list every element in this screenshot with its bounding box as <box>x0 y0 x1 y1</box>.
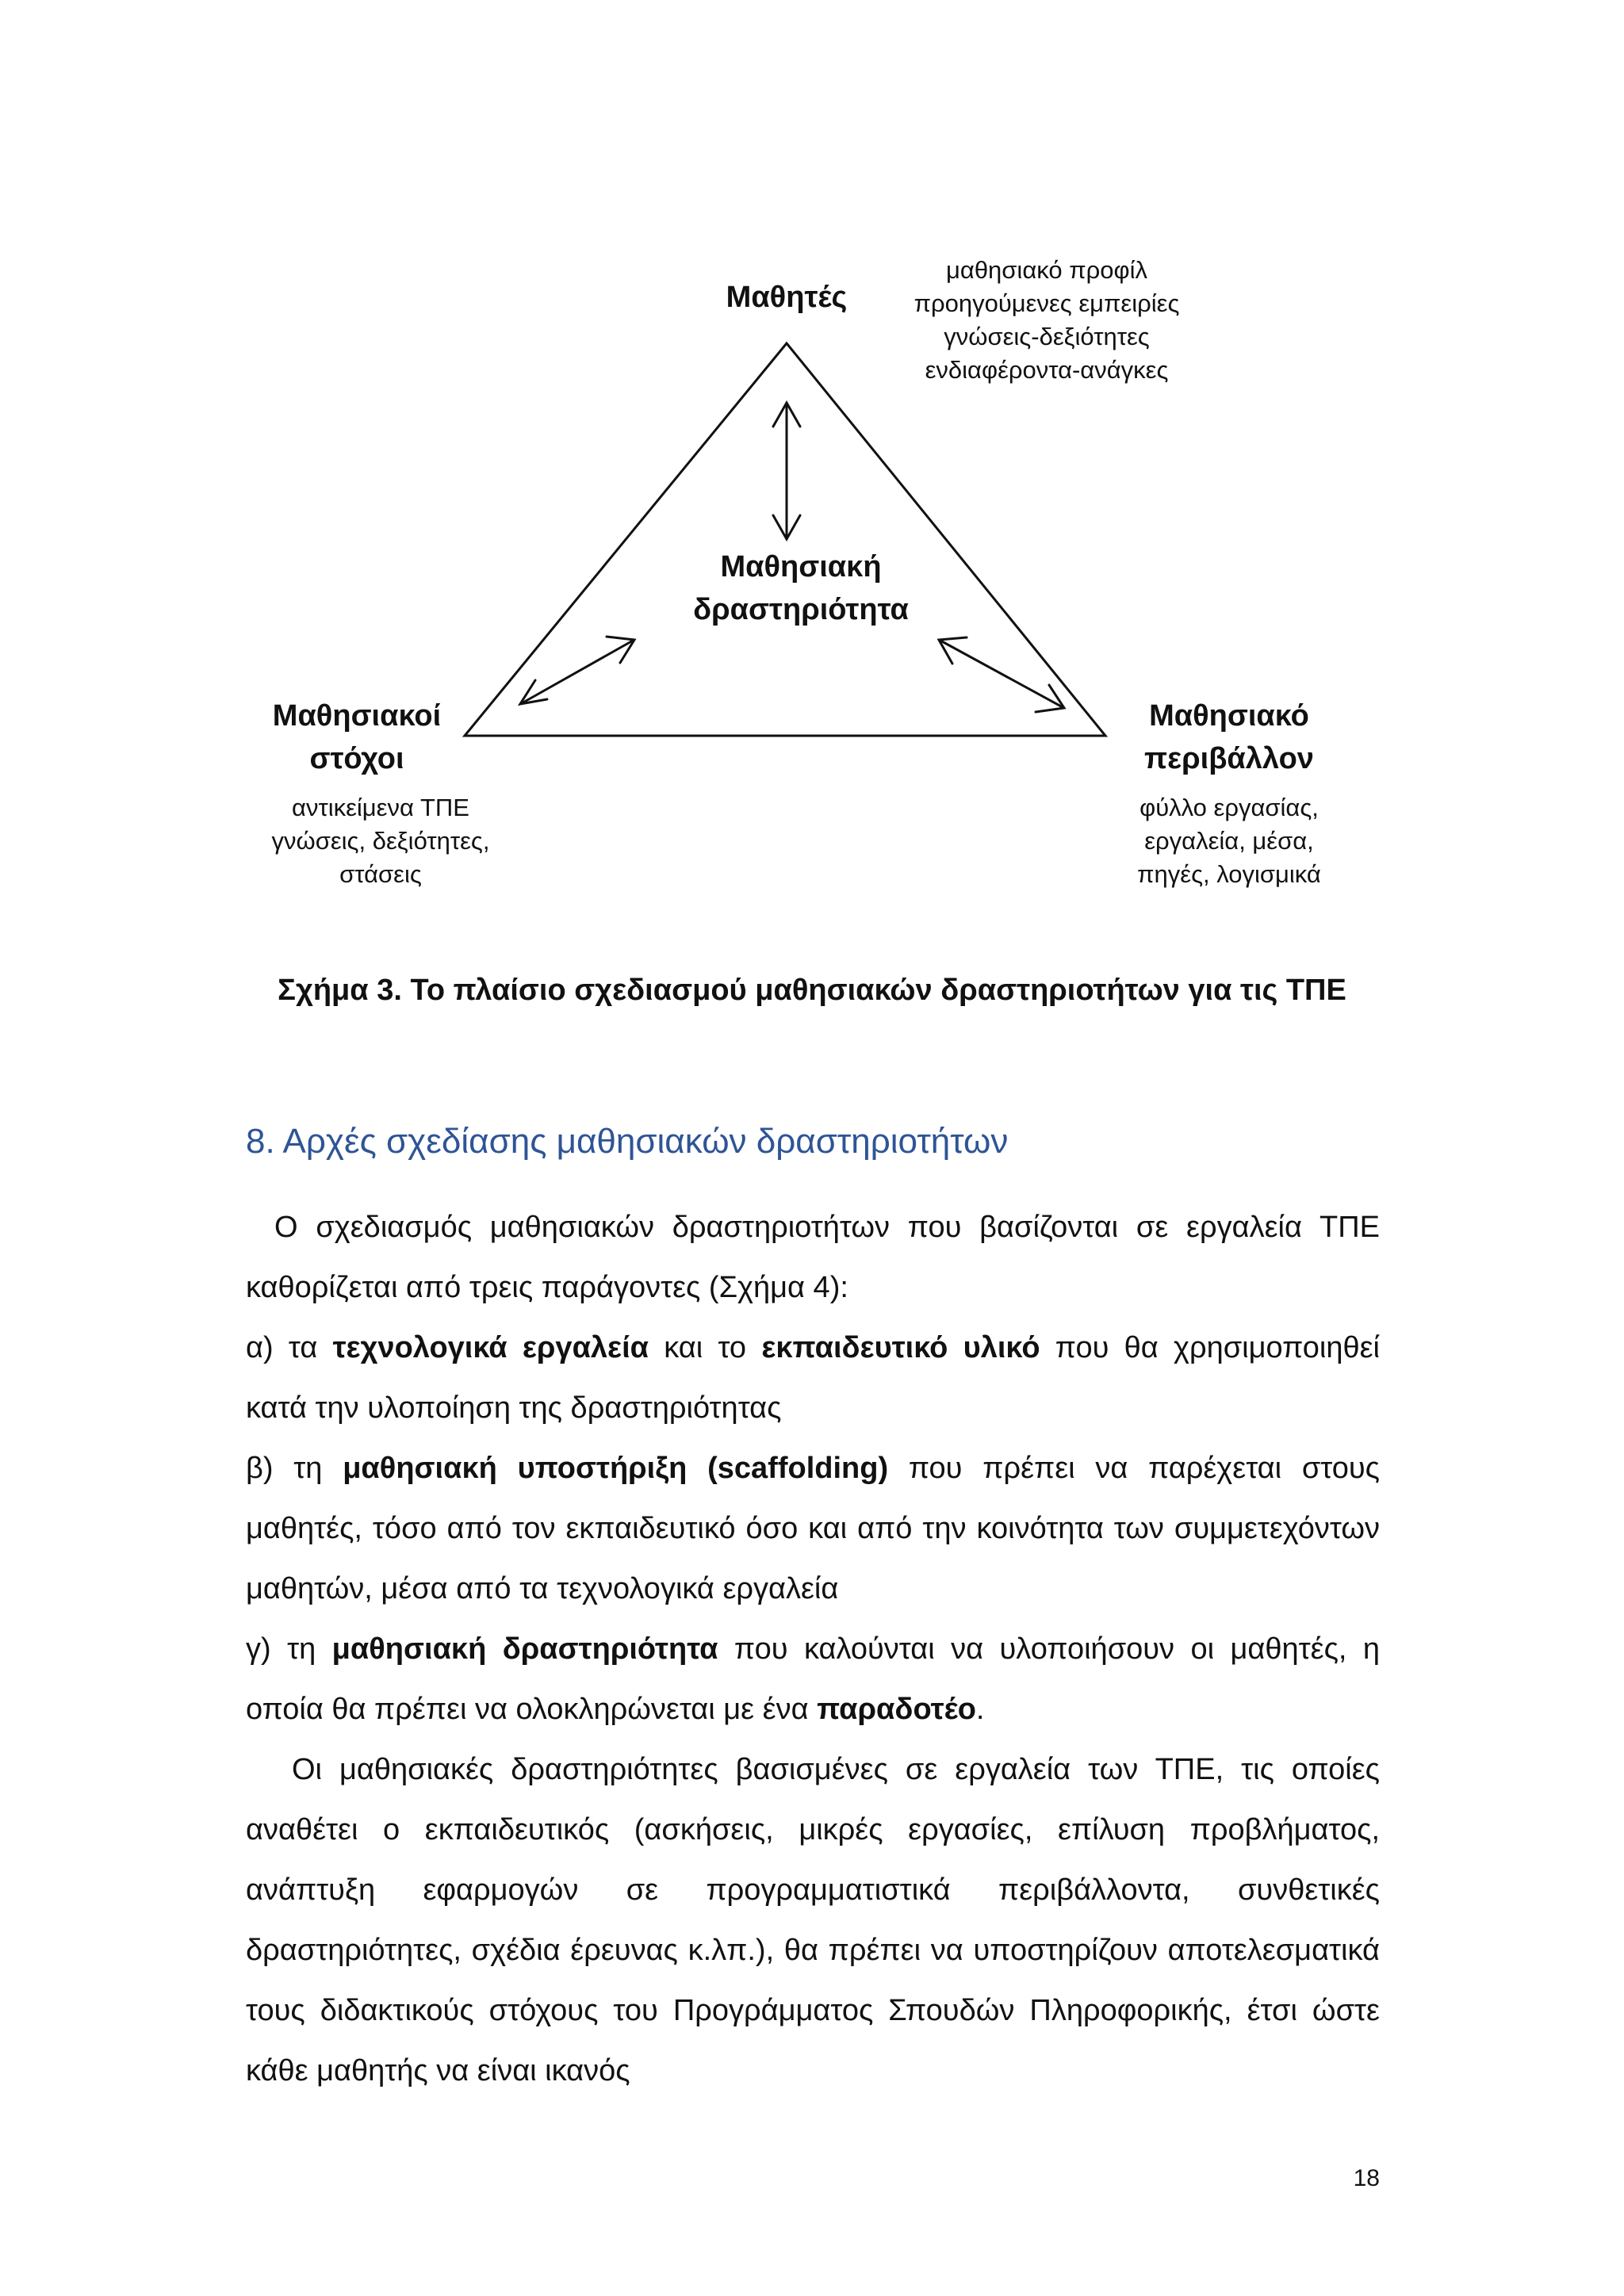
body-text <box>246 1197 1380 2101</box>
label-line: περιβάλλον <box>1144 742 1314 775</box>
text-run: που καλούνται να υλοποιήσουν οι μαθητές, η οποία θα πρέπει να ολοκληρώνεται με ένα <box>246 1632 1380 1726</box>
learning-environment-notes <box>1102 791 1356 891</box>
label-line: Μαθησιακή <box>720 550 882 584</box>
note-line: πηγές, λογισμικά <box>1137 860 1321 888</box>
note-line: αντικείμενα ΤΠΕ <box>292 794 469 821</box>
learning-goals-label <box>238 695 476 780</box>
text-run: . <box>975 1693 985 1726</box>
note-line: ενδιαφέροντα-ανάγκες <box>925 356 1169 384</box>
note-line: μαθησιακό προφίλ <box>946 256 1147 284</box>
text-run: που πρέπει να παρέχεται στους μαθητές, τόσο από τον εκπαιδευτικό όσο και από την κοινότητα των συμμετεχόντων μαθητών, μέσα από τα τεχνολογικά εργαλεία <box>246 1452 1380 1605</box>
figure-caption: Σχήμα 3. Το πλαίσιο σχεδιασμού μαθησιακών δραστηριοτήτων για τις ΤΠΕ <box>278 974 1346 1007</box>
note-line: εργαλεία, μέσα, <box>1144 827 1314 855</box>
note-line: γνώσεις-δεξιότητες <box>944 323 1150 350</box>
label-line: Μαθησιακό <box>1149 699 1309 733</box>
bold-term: μαθησιακή δραστηριότητα <box>331 1632 718 1666</box>
paragraph-item-c <box>246 1619 1380 1739</box>
text-run: β) τη <box>246 1452 343 1485</box>
paragraph-activities: Οι μαθησιακές δραστηριότητες βασισμένες σε εργαλεία των ΤΠΕ, τις οποίες αναθέτει ο εκπαιδευτικός (ασκήσεις, μικρές εργασίες, επίλυση προβλήματος, ανάπτυξη εφαρμογών σε προγραμματιστικά περιβάλλοντα, συνθετικές δραστηριότητες, σχέδια έρευνας κ.λπ.), θα πρέπει να υποστηρίζουν αποτελεσματικά τους διδακτικούς στόχους του Προγράμματος Σπουδών Πληροφορικής, έτσι ώστε κάθε μαθητής να είναι ικανός <box>246 1753 1380 2087</box>
bold-term: μαθησιακή υποστήριξη (scaffolding) <box>343 1452 889 1485</box>
students-notes <box>872 254 1221 387</box>
label-line: στόχοι <box>309 742 404 775</box>
paragraph-item-a <box>246 1318 1380 1438</box>
note-line: φύλλο εργασίας, <box>1139 794 1319 821</box>
note-line: προηγούμενες εμπειρίες <box>914 289 1180 317</box>
paragraph-item-b <box>246 1438 1380 1619</box>
section-heading: 8. Αρχές σχεδίασης μαθησιακών δραστηριοτήτων <box>246 1122 1009 1161</box>
note-line: γνώσεις, δεξιότητες, <box>271 827 490 855</box>
bold-term: παραδοτέο <box>817 1693 976 1726</box>
learning-activity-label <box>666 545 936 631</box>
bold-term: τεχνολογικά εργαλεία <box>332 1331 649 1364</box>
text-run: γ) τη <box>246 1632 332 1666</box>
learning-goals-notes <box>238 791 523 891</box>
label-line: Μαθησιακοί <box>272 699 442 733</box>
paragraph-intro: Ο σχεδιασμός μαθησιακών δραστηριοτήτων που βασίζονται σε εργαλεία ΤΠΕ καθορίζεται από τρεις παράγοντες (Σχήμα 4): <box>246 1211 1380 1304</box>
students-label: Μαθητές <box>726 281 848 314</box>
label-line: δραστηριότητα <box>693 593 909 626</box>
text-run: που θα χρησιμοποιηθεί κατά την υλοποίηση της δραστηριότητας <box>246 1331 1380 1425</box>
page-number: 18 <box>1353 2165 1380 2191</box>
learning-environment-label <box>1110 695 1348 780</box>
text-run: και το <box>649 1331 762 1364</box>
note-line: στάσεις <box>339 860 422 888</box>
framework-diagram <box>0 0 1624 951</box>
arrow-left <box>522 641 633 703</box>
bold-term: εκπαιδευτικό υλικό <box>761 1331 1040 1364</box>
arrow-right <box>940 641 1063 707</box>
text-run: α) τα <box>246 1331 333 1364</box>
